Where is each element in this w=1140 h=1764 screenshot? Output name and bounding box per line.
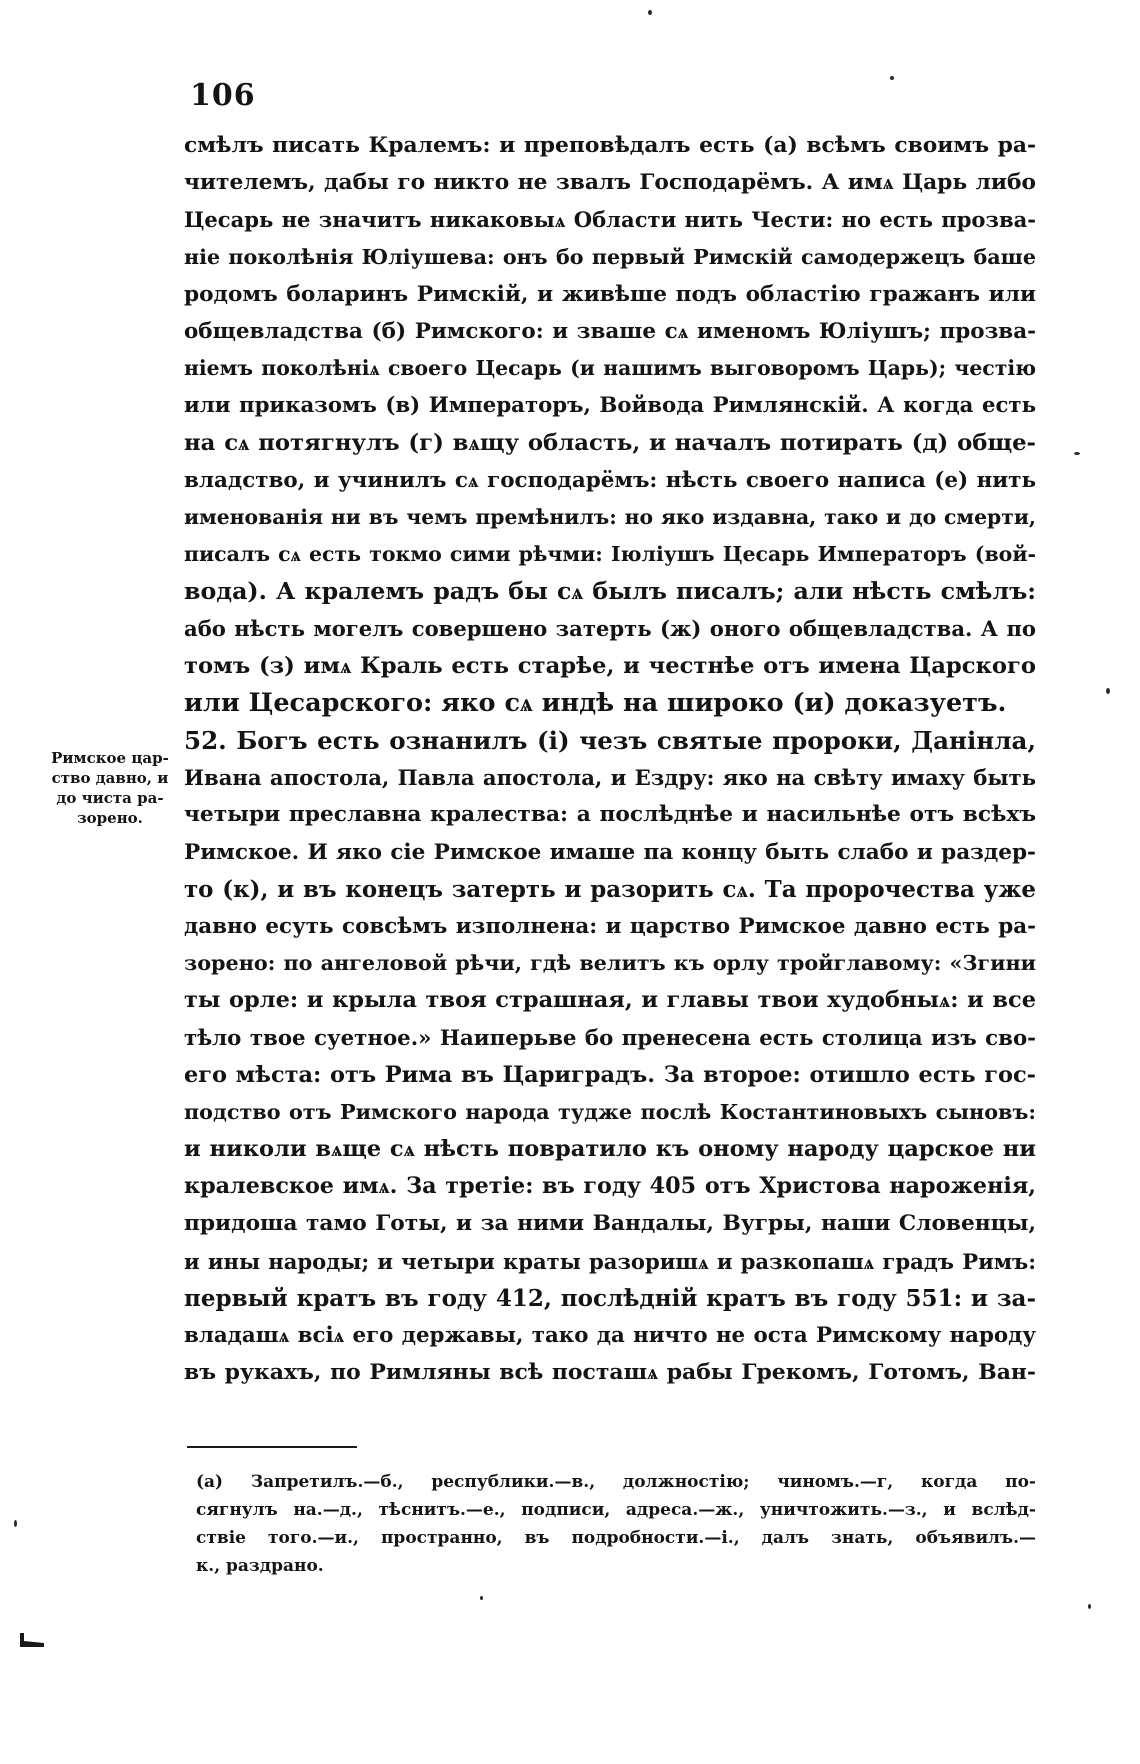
text-line: и николи вѧще сѧ нѣсть повратило къ оному народу царское ни xyxy=(184,1136,1036,1163)
paragraph-start-line: 52. Богъ есть ознанилъ (і) чезъ святые пророки, Данінла, xyxy=(184,726,1036,755)
text-line: владашѧ всіѧ его державы, тако да ничто не оста Римскому народу xyxy=(184,1323,1036,1348)
text-line: писалъ сѧ есть токмо сими рѣчми: Іюліушъ Цесарь Императоръ (вой- xyxy=(184,542,1036,567)
text-line: кралевское имѧ. За третіе: въ году 405 отъ Христова нарожeнія, xyxy=(184,1173,1036,1200)
print-speck xyxy=(648,10,652,15)
text-line: чителемъ, дабы го никто не звалъ Господарёмъ. А имѧ Царь либо xyxy=(184,170,1036,196)
footnotes xyxy=(196,1468,1036,1580)
corner-mark-icon xyxy=(18,1632,46,1648)
marginal-note-line: зорено. xyxy=(77,809,143,827)
text-line: общевладства (б) Римского: и зваше сѧ именомъ Юліушъ; прозва- xyxy=(184,318,1036,344)
footnote-separator xyxy=(187,1446,357,1448)
text-line: Цесарь не значитъ никаковыѧ Области нить Чести: но есть прозва- xyxy=(184,207,1036,233)
print-speck xyxy=(14,1520,17,1527)
text-line: Ивана апостола, Павла апостола, и Ездру: яко на свѣту имаху быть xyxy=(184,765,1036,791)
text-line: владство, и учинилъ сѧ господарёмъ: нѣсть своего написа (е) нить xyxy=(184,467,1036,493)
footnote-line: к., раздрано. xyxy=(196,1556,324,1576)
text-line: або нѣсть могелъ совершено затерть (ж) оного общевладства. А по xyxy=(184,616,1036,642)
text-line: или Цесарского: яко сѧ индѣ на широко (и) доказуетъ. xyxy=(184,687,1007,718)
marginal-note-line: Римское цар- xyxy=(51,749,169,767)
text-line: и ины народы; и четыри краты разоришѧ и разкопашѧ градъ Римъ: xyxy=(184,1248,1036,1274)
print-speck xyxy=(1074,452,1080,455)
print-speck xyxy=(890,76,894,80)
text-line: то (к), и въ конецъ затерть и разорить сѧ. Та пророчества уже xyxy=(184,875,1036,903)
text-line: родомъ боларинъ Римскій, и живѣше подъ областію гражанъ или xyxy=(184,281,1036,307)
text-line: четыри преславна кралества: а послѣднѣе и насильнѣе отъ всѣхъ xyxy=(184,802,1036,828)
marginal-note xyxy=(30,748,190,828)
text-line: въ рукахъ, по Римляны всѣ посташѧ рабы Грекомъ, Готомъ, Ван- xyxy=(184,1359,1036,1386)
text-line: томъ (з) имѧ Краль есть старѣе, и честнѣе отъ имена Царского xyxy=(184,652,1036,679)
text-line: смѣлъ писать Кралемъ: и преповѣдалъ есть (а) всѣмъ своимъ ра- xyxy=(184,133,1036,158)
footnote-line: (а) Запретилъ.—б., республики.—в., должностію; чиномъ.—г, когда по- xyxy=(196,1472,1036,1492)
text-line: придоша тамо Готы, и за ними Вандалы, Вугры, наши Словенцы, xyxy=(184,1211,1036,1237)
print-speck xyxy=(1106,688,1110,694)
footnote-line: ствіе того.—и., пространно, въ подробности.—і., далъ знать, объявилъ.— xyxy=(196,1528,1036,1548)
main-text xyxy=(184,127,1036,1391)
text-line: на сѧ потягнулъ (г) вѧщу область, и началъ потирать (д) обще- xyxy=(184,429,1036,456)
text-line: первый кратъ въ году 412, послѣдній кратъ въ году 551: и за- xyxy=(184,1284,1036,1312)
text-line: Римское. И яко сіе Римское имаше па концу быть слабо и раздер- xyxy=(184,839,1036,865)
marginal-note-line: ство давно, и xyxy=(51,769,169,787)
footnote-line: сягнулъ на.—д., тѣснитъ.—е., подписи, адреса.—ж., уничтожить.—з., и вслѣд- xyxy=(196,1500,1036,1520)
text-line: тѣло твое суетное.» Наиперьве бо прeнесена есть столица изъ сво- xyxy=(184,1025,1036,1051)
marginal-note-line: до чиста ра- xyxy=(56,789,164,807)
text-line: давно есуть совсѣмъ изполнена: и царство Римское давно есть ра- xyxy=(184,913,1036,939)
text-line: ніе поколѣнія Юліушева: онъ бо первый Римскій самодержецъ баше xyxy=(184,244,1036,269)
text-line: зорено: по ангеловой рѣчи, гдѣ велитъ къ орлу тройглавому: «Згини xyxy=(184,951,1036,976)
page-number: 106 xyxy=(190,78,256,113)
text-line: подство отъ Римского народа тудже послѣ Костантиновыхъ сыновъ: xyxy=(184,1099,1036,1124)
text-line: или приказомъ (в) Императоръ, Войвода Римлянскій. А когда есть xyxy=(184,393,1036,419)
text-line: ніемъ поколѣніѧ своего Цесарь (и нашимъ выговоромъ Царь); честію xyxy=(184,356,1036,381)
print-speck xyxy=(480,1596,483,1600)
text-line: именованія ни въ чемъ премѣнилъ: но яко издавна, тако и до смерти, xyxy=(184,504,1036,529)
text-line: его мѣста: отъ Рима въ Цариградъ. За второе: отишло есть гос- xyxy=(184,1061,1036,1088)
print-speck xyxy=(1088,1604,1091,1609)
text-line: ты орле: и крыла твоя страшная, и главы твои худобныѧ: и все xyxy=(184,987,1036,1014)
text-line: вода). А кралемъ радъ бы сѧ былъ писалъ; али нѣсть смѣлъ: xyxy=(184,577,1036,606)
